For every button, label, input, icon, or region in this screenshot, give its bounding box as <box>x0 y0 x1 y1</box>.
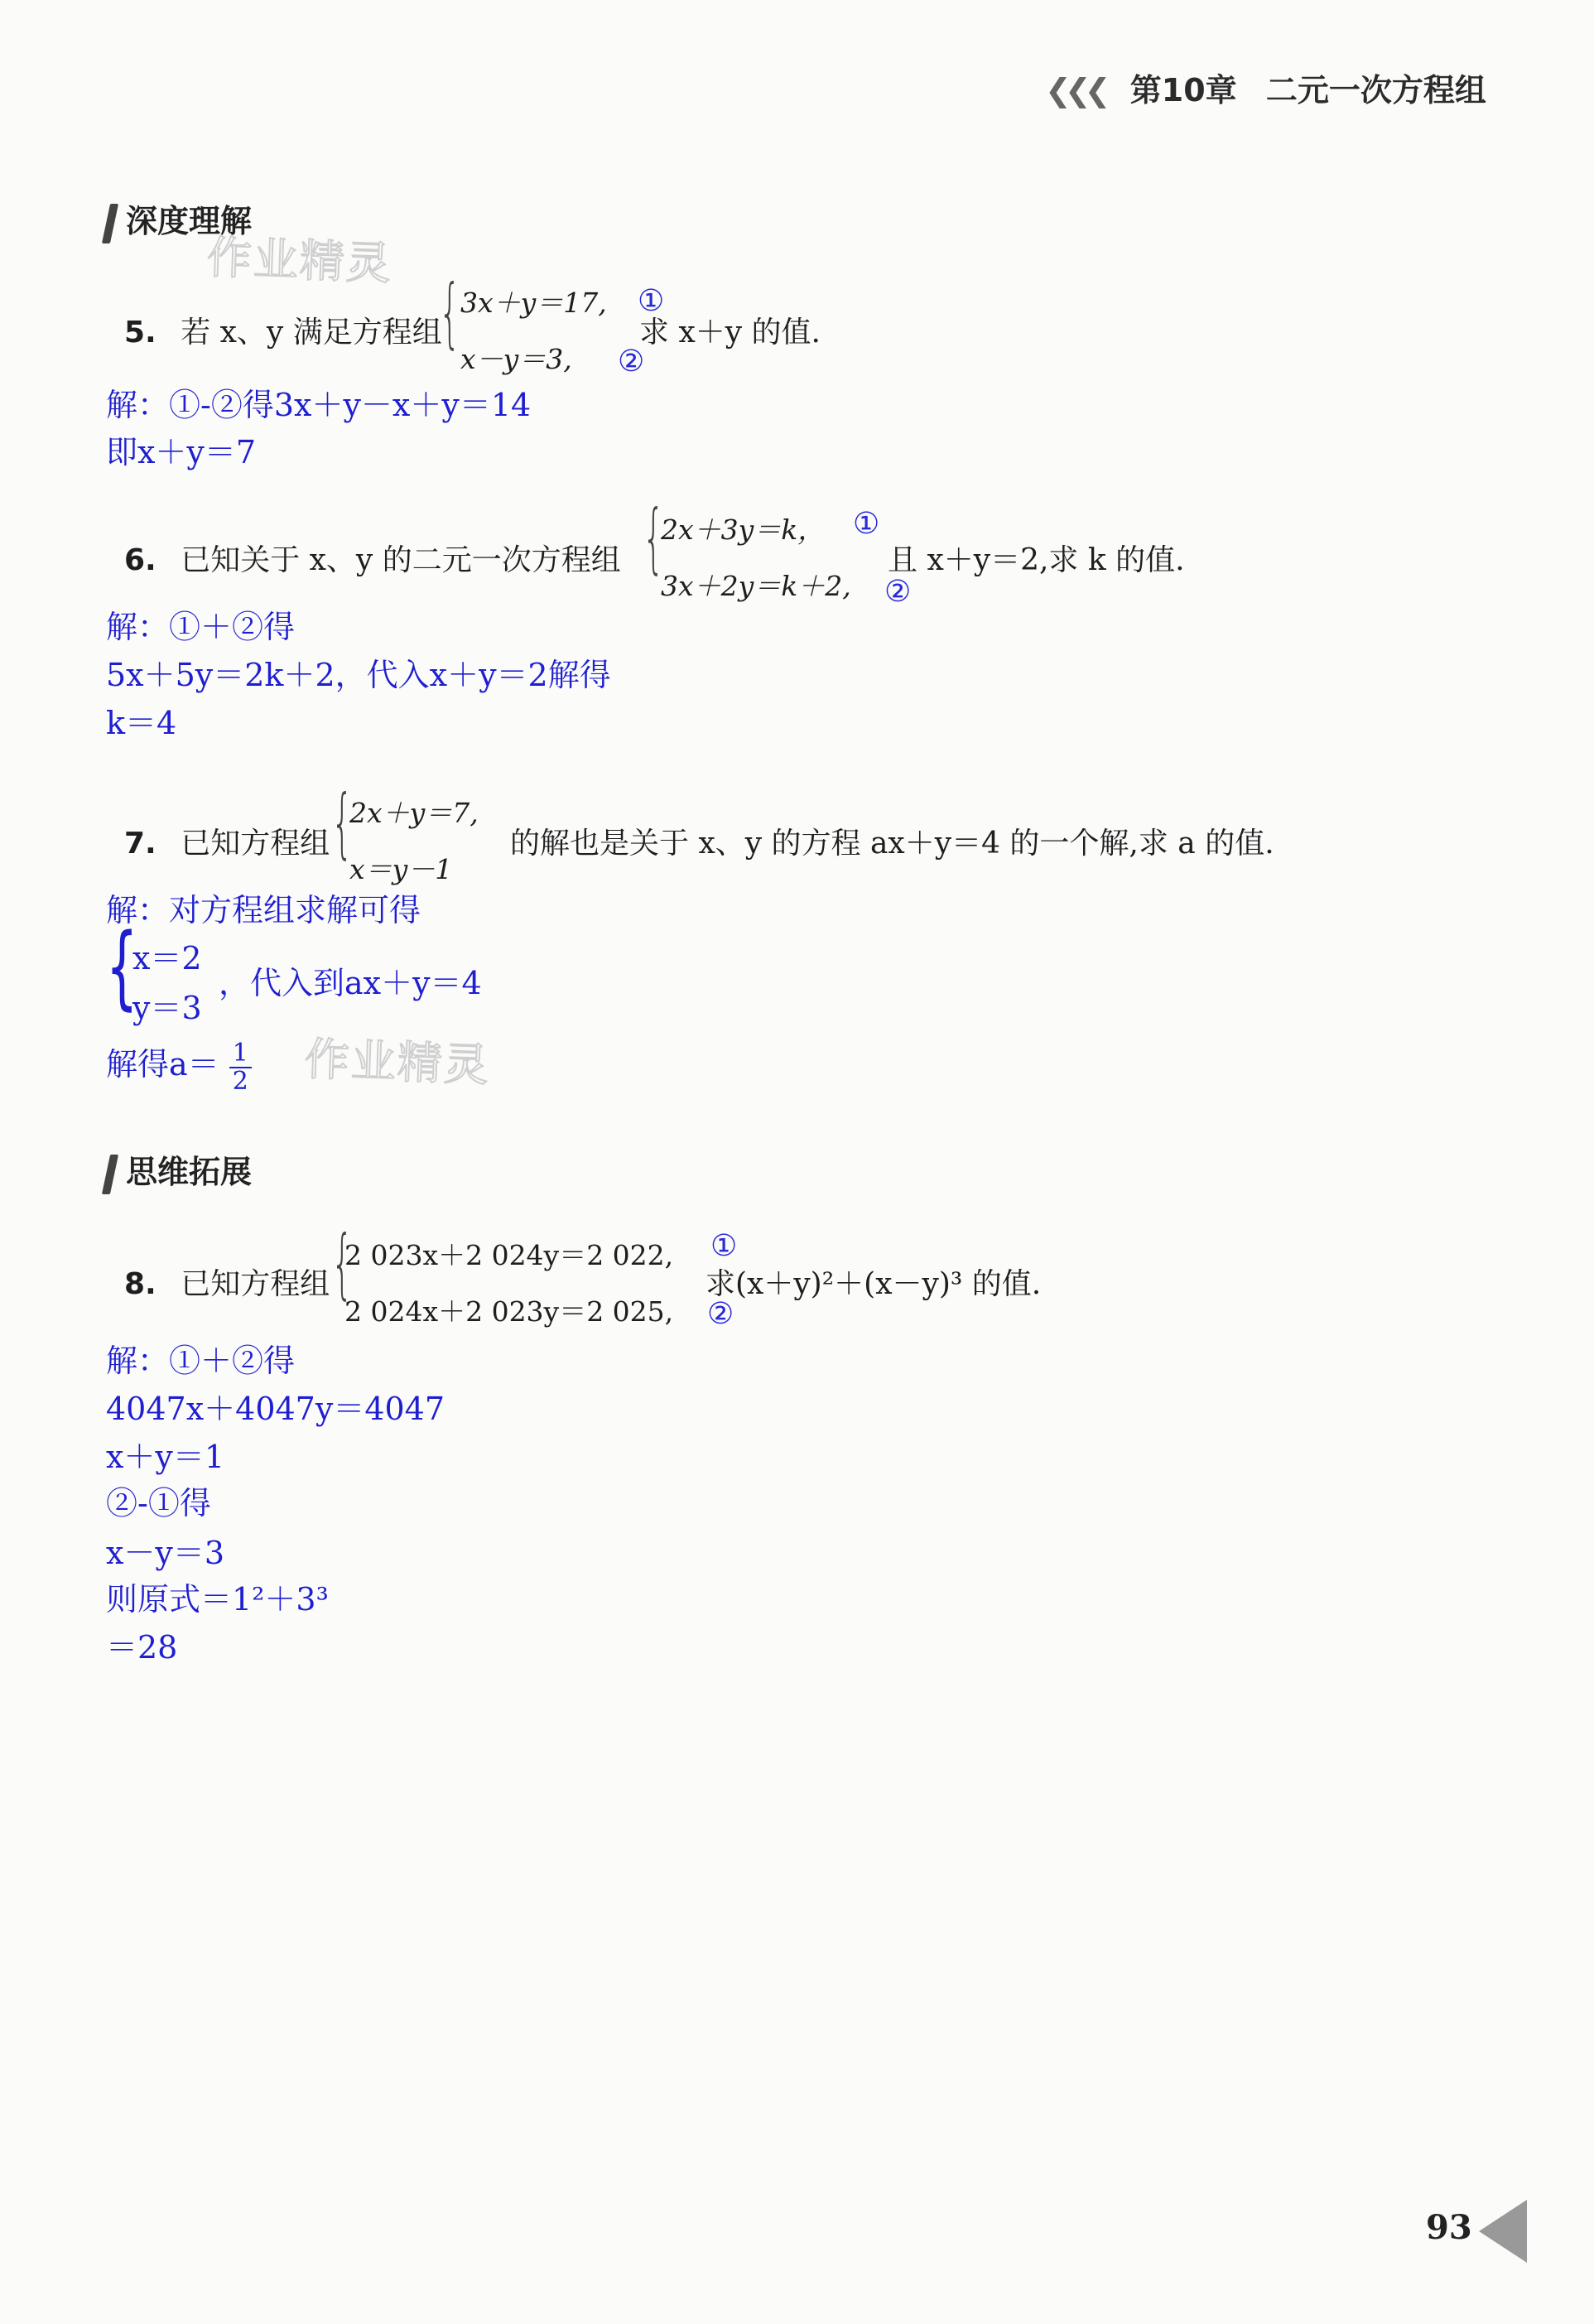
chapter-title: 二元一次方程组 <box>1265 72 1486 108</box>
pencil-icon <box>102 204 118 243</box>
q7-eq1: 2x＋y＝7, <box>349 797 479 829</box>
q6-mark2: ② <box>884 575 912 609</box>
q8-answer-line3: x＋y＝1 <box>106 1439 225 1475</box>
q8-answer-line1: 解：①＋②得 <box>106 1343 296 1379</box>
chapter-header <box>1045 65 1486 110</box>
q7-eq2: x＝y－1 <box>349 853 453 885</box>
q8-answer-line5: x－y＝3 <box>106 1535 225 1571</box>
section-thinking-expansion <box>106 1146 252 1194</box>
q7-prefix: 7. 已知方程组 <box>124 827 330 861</box>
q8-question: 求(x＋y)²＋(x－y)³ 的值. <box>706 1267 1042 1301</box>
q6-eq1: 2x＋3y＝k， <box>661 513 826 546</box>
q5-mark2: ② <box>618 345 645 378</box>
q6-answer-line2: 5x＋5y＝2k＋2，代入x＋y＝2解得 <box>106 657 611 693</box>
q7-answer-brace: { <box>106 914 138 1020</box>
q8-eq2: 2 024x＋2 023y＝2 025, <box>344 1295 674 1328</box>
q8-answer-line2: 4047x＋4047y＝4047 <box>106 1391 445 1427</box>
watermark-2: 作业精灵 <box>303 1033 491 1092</box>
chapter-number: 第10章 <box>1129 72 1237 108</box>
q5-eq1: 3x＋y＝17, <box>460 287 607 319</box>
section-title: 深度理解 <box>126 203 253 239</box>
watermark: 作业精灵 <box>205 231 393 290</box>
q8-answer-line4: ②-①得 <box>106 1485 211 1521</box>
page-number: 93 <box>1426 2208 1472 2247</box>
q7-solution-x: x＝2 <box>132 940 202 976</box>
q8-mark1: ① <box>710 1229 738 1263</box>
q6-prefix: 6. 已知关于 x、y 的二元一次方程组 <box>124 543 621 577</box>
q8-answer-line6: 则原式＝1²＋3³ <box>106 1581 329 1618</box>
q5-mark1: ① <box>638 284 665 318</box>
q6-mark1: ① <box>853 507 880 541</box>
q7-fraction: $\frac{1}{2}$ <box>229 1040 252 1094</box>
q7-answer-line1: 解：对方程组求解可得 <box>106 892 421 928</box>
q5-answer-line1: 解：①-②得3x＋y－x＋y＝14 <box>106 387 532 423</box>
section-title: 思维拓展 <box>126 1154 253 1190</box>
q7-question: 的解也是关于 x、y 的方程 ax＋y＝4 的一个解,求 a 的值. <box>510 827 1274 861</box>
q7-solution-y: y＝3 <box>132 990 202 1026</box>
q7-substitute: ，代入到ax＋y＝4 <box>219 965 482 1001</box>
q7-brace: { <box>331 779 354 867</box>
page-corner-triangle-icon <box>1479 2200 1527 2263</box>
q8-prefix: 8. 已知方程组 <box>124 1267 330 1301</box>
q8-eq1: 2 023x＋2 024y＝2 022, <box>344 1239 674 1271</box>
q5-prefix: 5. 若 x、y 满足方程组 <box>124 316 442 350</box>
q5-eq2: x－y＝3, <box>460 343 572 375</box>
q6-answer-line1: 解：①＋②得 <box>106 609 296 645</box>
pencil-icon <box>102 1155 118 1194</box>
q8-mark2: ② <box>707 1297 734 1331</box>
chevrons-icon: ❮❮❮ <box>1045 72 1105 108</box>
q8-answer-line7: ＝28 <box>106 1629 178 1666</box>
q6-question: 且 x＋y＝2,求 k 的值. <box>888 543 1185 577</box>
q6-brace: { <box>643 494 665 582</box>
q5-answer-line2: 即x＋y＝7 <box>106 434 257 470</box>
q6-answer-line3: k＝4 <box>106 705 177 741</box>
q6-eq2: 3x＋2y＝k＋2, <box>661 570 851 602</box>
q7-answer-line3: 解得a＝ $\frac{1}{2}$ <box>106 1039 252 1094</box>
q5-brace: { <box>439 268 461 357</box>
q5-question: 求 x＋y 的值. <box>639 316 821 350</box>
q8-brace: { <box>331 1219 354 1308</box>
